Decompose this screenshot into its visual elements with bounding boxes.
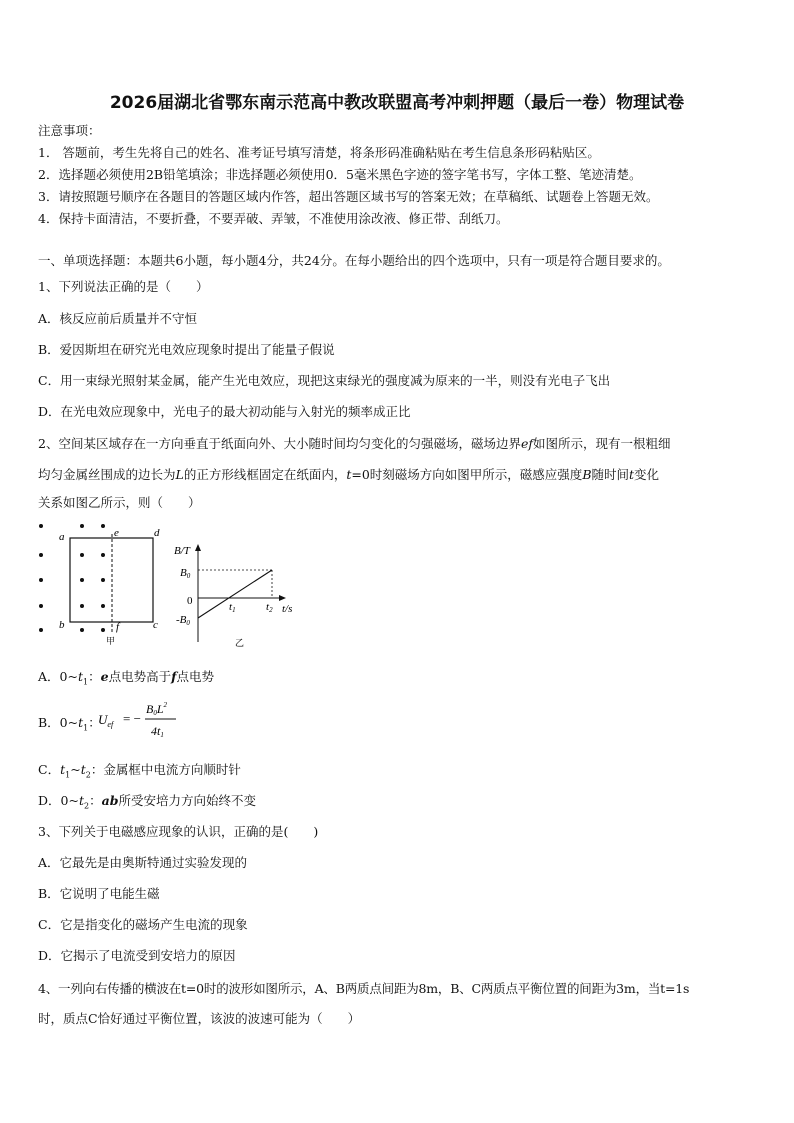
page-title: 2026届湖北省鄂东南示范高中教改联盟高考冲刺押题（最后一卷）物理试卷 <box>109 93 685 113</box>
label-a: a <box>59 531 65 543</box>
y-axis-label: B/T <box>174 545 190 557</box>
q2-option-c: C．$t_1\sim t_2$：金属框中电流方向顺时针 <box>38 762 241 780</box>
notice-item: 3．请按照题号顺序在各题目的答题区域内作答，超出答题区域书写的答案无效；在草稿纸、试题卷上答题无效。 <box>38 189 659 204</box>
question-4-stem-line2: 时，质点C恰好通过平衡位置，该波的波速可能为（ ） <box>38 1011 361 1026</box>
svg-text:= −: = − <box>123 711 141 726</box>
q3-option-a: A．它最先是由奥斯特通过实验发现的 <box>38 855 248 870</box>
question-4-stem-line1: 4、一列向右传播的横波在t=0时的波形如图所示，A、B两质点间距为8m，B、C两质点平衡位置的间距为3m，当t=1s <box>38 981 690 996</box>
q3-option-d: D．它揭示了电流受到安培力的原因 <box>38 948 236 963</box>
q1-option-c: C．用一束绿光照射某金属，能产生光电效应，现把这束绿光的强度减为原来的一半，则没有光电子飞出 <box>38 373 611 388</box>
notice-item: 4．保持卡面清洁，不要折叠，不要弄破、弄皱，不准使用涂改液、修正带、刮纸刀。 <box>38 211 509 226</box>
q1-option-d: D．在光电效应现象中，光电子的最大初动能与入射光的频率成正比 <box>38 404 411 419</box>
field-dots <box>39 524 105 632</box>
q1-option-b: B．爱因斯坦在研究光电效应现象时提出了能量子假说 <box>38 342 335 357</box>
notice-item: 2．选择题必须使用2B铅笔填涂；非选择题必须使用0．5毫米黑色字迹的签字笔书写，字体工整、笔迹清楚。 <box>38 167 642 182</box>
label-b: b <box>59 619 65 631</box>
question-2-stem-line3: 关系如图乙所示，则（ ） <box>38 495 201 510</box>
question-3-stem: 3、下列关于电磁感应现象的认识，正确的是( ) <box>38 824 319 839</box>
question-2-stem-line2: 均匀金属丝围成的边长为L的正方形线框固定在纸面内，t=0时刻磁场方向如图甲所示，磁感应强度B随时间t变化 <box>38 467 660 482</box>
q1-option-a: A．核反应前后质量并不守恒 <box>38 311 198 326</box>
svg-text:Uef: $U_{ef}$ <box>98 712 114 729</box>
q2-option-a: A．$0\sim t_1$：e点电势高于f点电势 <box>38 669 214 687</box>
label-c: c <box>153 619 158 631</box>
svg-text:B0L2: $B0L^2$ <box>146 701 168 717</box>
svg-text:4t1: 4t1 <box>151 724 164 739</box>
q3-option-c: C．它是指变化的磁场产生电流的现象 <box>38 917 248 932</box>
label-e: e <box>114 527 119 539</box>
section-heading: 一、单项选择题：本题共6小题，每小题4分，共24分。在每小题给出的四个选项中，只有一项是符合题目要求的。 <box>38 253 670 268</box>
tick-t1: t1 <box>229 601 236 614</box>
q3-option-b: B．它说明了电能生磁 <box>38 886 160 901</box>
notice-heading: 注意事项： <box>38 123 101 138</box>
tick-zero: 0 <box>187 595 193 607</box>
q2-option-b: B．$0\sim t_1$： <box>38 715 101 733</box>
q2-option-b-formula <box>96 697 196 747</box>
tick-b0: B0 <box>180 567 191 580</box>
question-1-stem: 1、下列说法正确的是（ ） <box>38 279 209 294</box>
label-jia: 甲 <box>106 636 116 646</box>
label-yi: 乙 <box>235 638 245 648</box>
label-d: d <box>154 527 160 539</box>
label-f: f <box>116 621 120 633</box>
x-axis-label: t/s <box>282 603 293 615</box>
question-2-stem-line1: 2、空间某区域存在一方向垂直于纸面向外、大小随时间均匀变化的匀强磁场，磁场边界ef如图所示，现有一根粗细 <box>38 436 671 451</box>
notice-item: 1． 答题前，考生先将自己的姓名、准考证号填写清楚，将条形码准确粘贴在考生信息条形码粘贴区。 <box>38 145 600 160</box>
tick-t2: t2 <box>266 601 273 614</box>
q2-figure <box>30 520 320 650</box>
tick-neg-b0: -B0 <box>176 614 190 627</box>
q2-option-d: D．$0\sim t_2$：ab所受安培力方向始终不变 <box>38 793 256 811</box>
